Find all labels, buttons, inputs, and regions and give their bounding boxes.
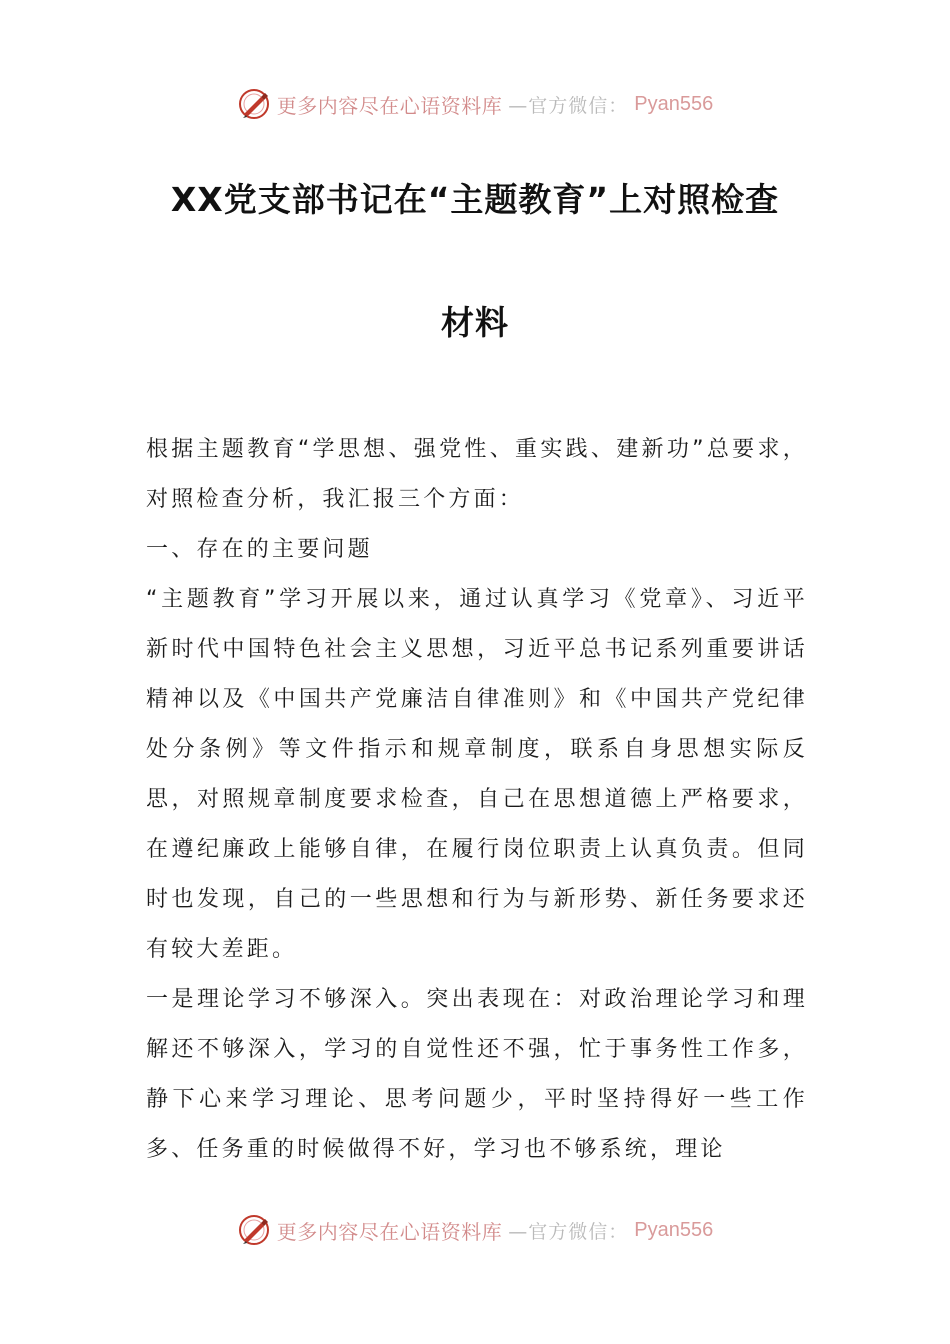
section-heading: 一、存在的主要问题 (146, 537, 373, 562)
paragraph-overview: “主题教育”学习开展以来，通过认真学习《党章》、习近平新时代中国特色社会主义思想，习近平总书记系列重要讲话精神以及《中国共产党廉洁自律准则》和《中国共产党纪律处分条例》等文件指示和规章制度，联系自身思想实际反思，对照规章制度要求检查，自己在思想道德上严格要求，在遵纪廉政上能够自律，在履行岗位职责上认真负责。但同时也发现，自己的一些思想和行为与新形势、新任务要求还有较大差距。 (146, 587, 808, 962)
header-watermark (0, 84, 950, 124)
watermark-wechat-id: Pyan556 (634, 92, 714, 115)
paragraph-intro: 根据主题教育“学思想、强党性、重实践、建新功”总要求，对照检查分析，我汇报三个方面： (146, 437, 808, 512)
document-title-line2: 材料 (441, 303, 509, 342)
paragraph-problem-one: 一是理论学习不够深入。突出表现在：对政治理论学习和理解还不够深入，学习的自觉性还不强，忙于事务性工作多，静下心来学习理论、思考问题少，平时坚持得好一些工作多、任务重的时候做得不好，学习也不够系统，理论 (146, 987, 808, 1162)
pen-logo-icon (237, 1213, 271, 1247)
pen-logo-icon (237, 87, 271, 121)
watermark-main-text: 更多内容尽在心语资料库 (276, 1219, 503, 1244)
watermark-main-text: 更多内容尽在心语资料库 (276, 93, 503, 118)
watermark-wechat-id: Pyan556 (634, 1218, 714, 1241)
footer-watermark (0, 1210, 950, 1250)
document-body (146, 425, 808, 1175)
document-title-line1: XX党支部书记在“主题教育”上对照检查 (170, 180, 780, 219)
watermark-sub-text: —官方微信： (508, 1220, 629, 1243)
watermark-sub-text: —官方微信： (508, 94, 629, 117)
